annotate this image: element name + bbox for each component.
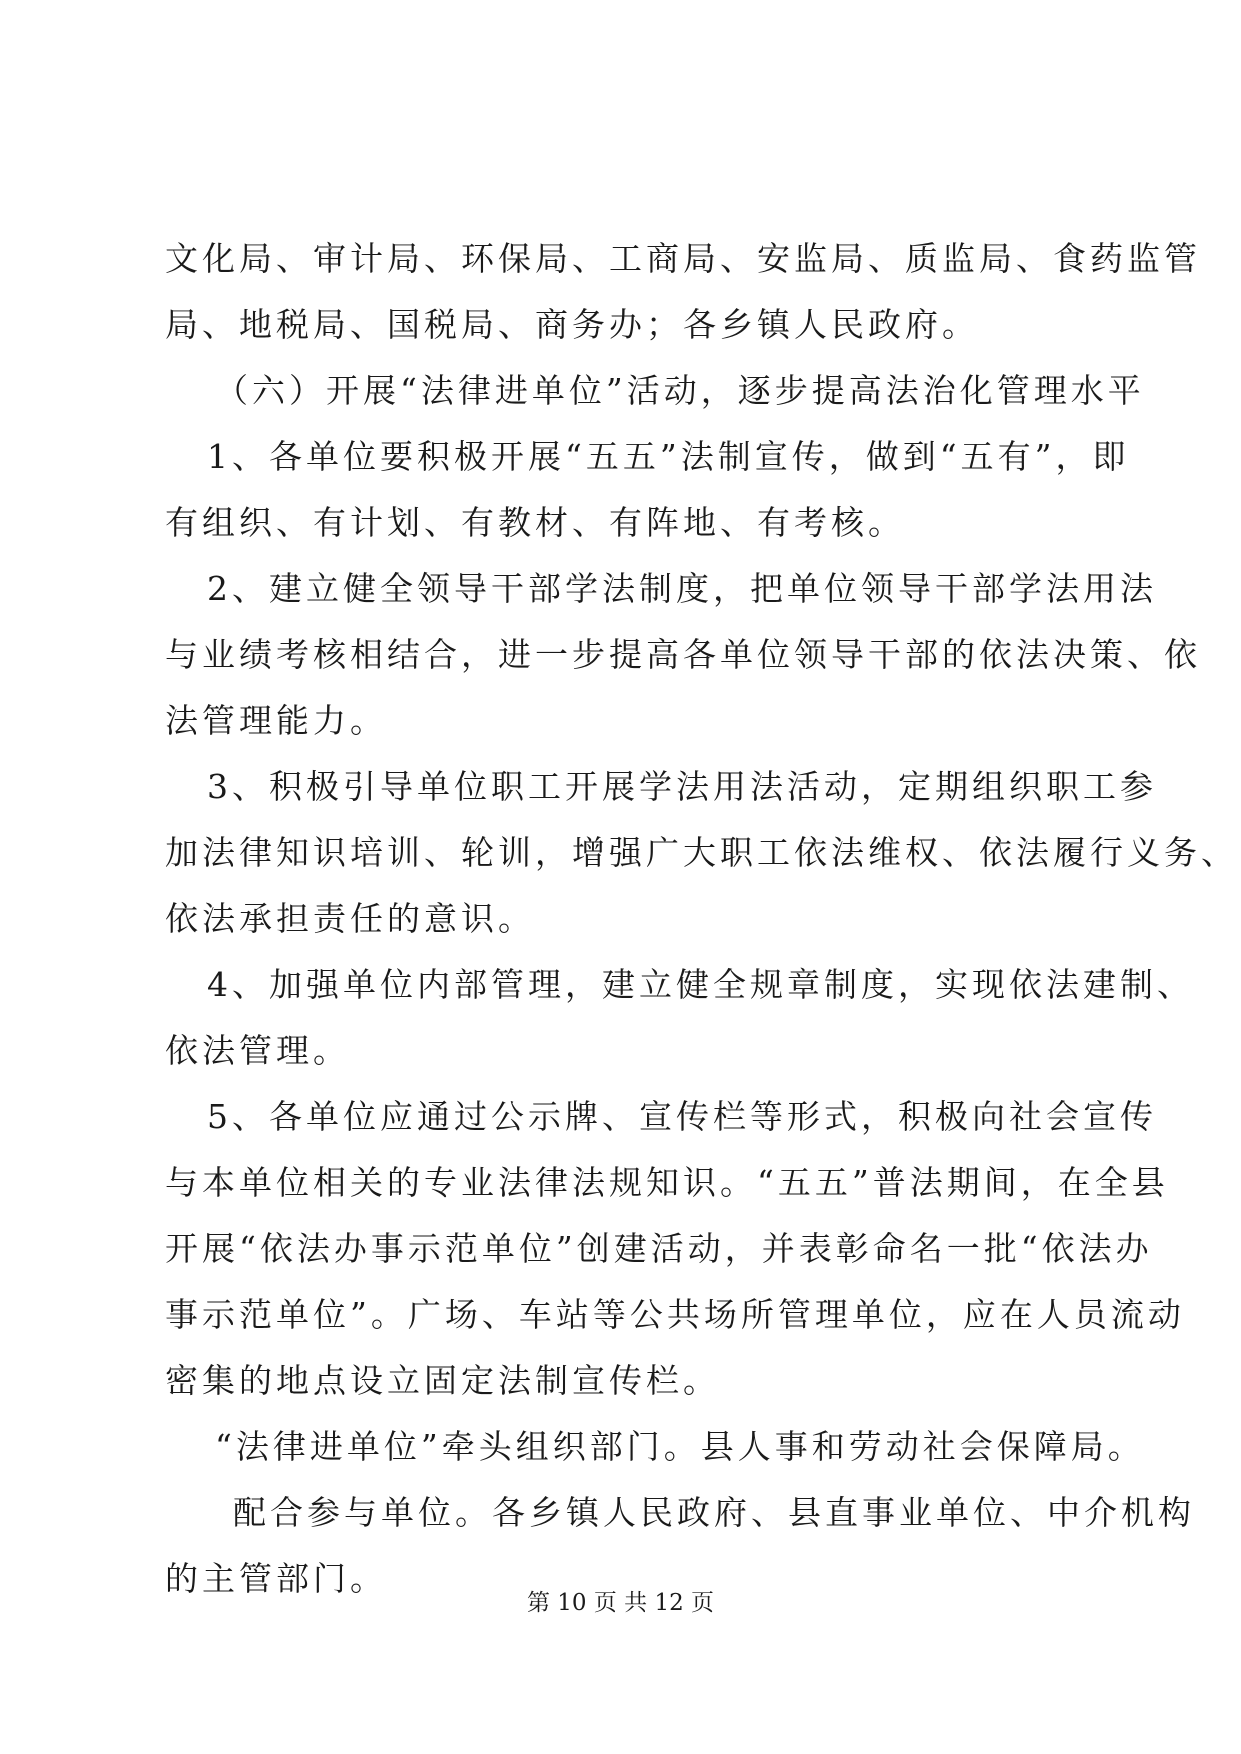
page-number: 第 10 页 共 12 页 [526,1590,715,1616]
text-line: 的主管部门。 [165,1559,387,1598]
text-line: 开展“依法办事示范单位”创建活动，并表彰命名一批“依法办 [165,1229,1153,1268]
text-line: 局、地税局、国税局、商务办；各乡镇人民政府。 [165,305,979,344]
text-line: 1、各单位要积极开展“五五”法制宣传，做到“五有”，即 [207,437,1130,476]
text-line: 法管理能力。 [165,701,387,740]
text-line: 依法承担责任的意识。 [165,899,535,938]
text-line: 文化局、审计局、环保局、工商局、安监局、质监局、食药监管 [165,239,1201,278]
text-line: 4、加强单位内部管理，建立健全规章制度，实现依法建制、 [207,965,1194,1004]
document-body [165,226,1238,1612]
text-line: 与本单位相关的专业法律法规知识。“五五”普法期间，在全县 [165,1163,1169,1202]
text-line: 2、建立健全领导干部学法制度，把单位领导干部学法用法 [207,569,1157,608]
text-line: 事示范单位”。广场、车站等公共场所管理单位，应在人员流动 [165,1295,1185,1334]
text-line: 与业绩考核相结合，进一步提高各单位领导干部的依法决策、依 [165,635,1201,674]
section-heading: （六）开展“法律进单位”活动，逐步提高法治化管理水平 [215,371,1145,410]
text-line: 依法管理。 [165,1031,350,1070]
text-line: 加法律知识培训、轮训，增强广大职工依法维权、依法履行义务、 [165,833,1238,872]
text-line: “法律进单位”牵头组织部门。县人事和劳动社会保障局。 [215,1427,1145,1466]
text-line: 5、各单位应通过公示牌、宣传栏等形式，积极向社会宣传 [207,1097,1157,1136]
text-line: 有组织、有计划、有教材、有阵地、有考核。 [165,503,905,542]
text-line: 配合参与单位。各乡镇人民政府、县直事业单位、中介机构 [233,1493,1195,1532]
text-line: 密集的地点设立固定法制宣传栏。 [165,1361,720,1400]
text-line: 3、积极引导单位职工开展学法用法活动，定期组织职工参 [207,767,1157,806]
